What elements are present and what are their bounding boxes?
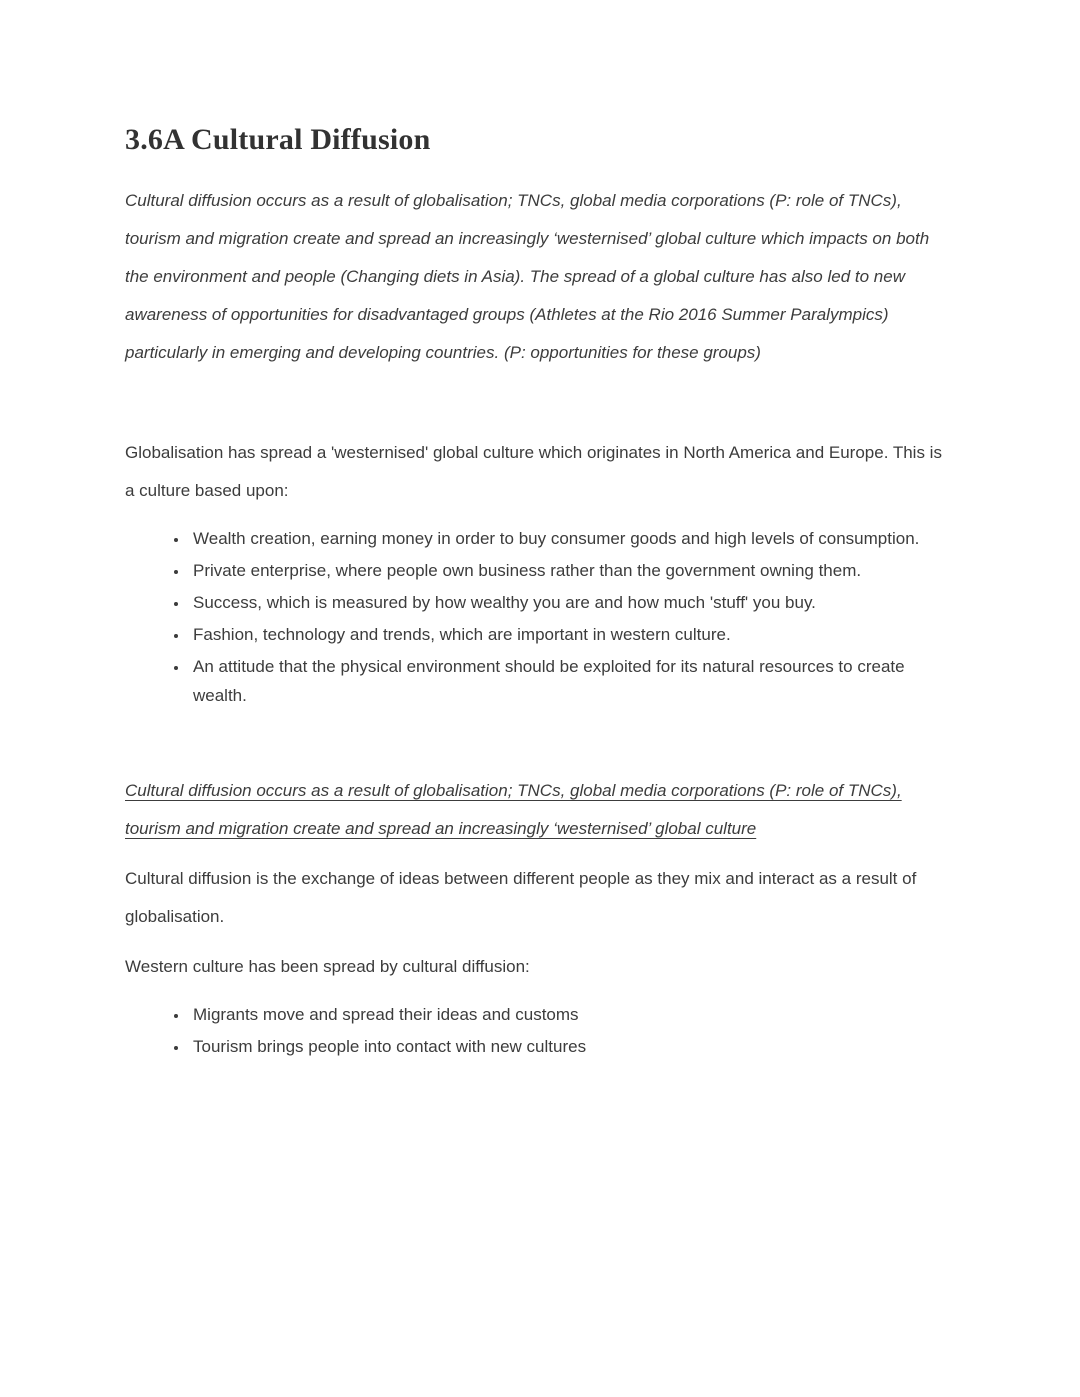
spread-intro-paragraph: Western culture has been spread by cultural diffusion: [125,957,530,976]
list-item: • Fashion, technology and trends, which are important in western culture. [189,620,943,649]
list-item: • Private enterprise, where people own business rather than the government owning them. [189,556,943,585]
list-item: • Wealth creation, earning money in order to buy consumer goods and high levels of consumption. [189,524,943,553]
globalisation-paragraph: Globalisation has spread a 'westernised' global culture which originates in North America and Europe. This is a culture based upon: [125,443,942,500]
page-title: 3.6A Cultural Diffusion [125,123,431,156]
intro-italic-paragraph: Cultural diffusion occurs as a result of globalisation; TNCs, global media corporations (P: role of TNCs), tourism and migration create and spread an increasingly ‘westernised’ global culture which impacts on both the environment and people (Changing diets in Asia). The spread of a global culture has also led to new awareness of opportunities for disadvantaged groups (Athletes at the Rio 2016 Summer Paralympics) particularly in emerging and developing countries. (P: opportunities for these groups) [125,191,930,362]
blank-line [125,384,943,422]
blank-line [125,722,943,772]
definition-paragraph: Cultural diffusion is the exchange of ideas between different people as they mix and interact as a result of globalisation. [125,869,917,926]
document-content [125,122,943,1061]
list-item: • An attitude that the physical environment should be exploited for its natural resources to create wealth. [189,652,943,710]
underlined-heading-paragraph: Cultural diffusion occurs as a result of globalisation; TNCs, global media corporations (P: role of TNCs), tourism and migration create and spread an increasingly ‘westernised’ global culture [125,781,902,838]
list-item: • Tourism brings people into contact with new cultures [189,1032,943,1061]
list-item: • Migrants move and spread their ideas and customs [189,1000,943,1029]
list-item: • Success, which is measured by how wealthy you are and how much 'stuff' you buy. [189,588,943,617]
culture-bullet-list [125,524,943,710]
spread-bullet-list [125,1000,943,1061]
